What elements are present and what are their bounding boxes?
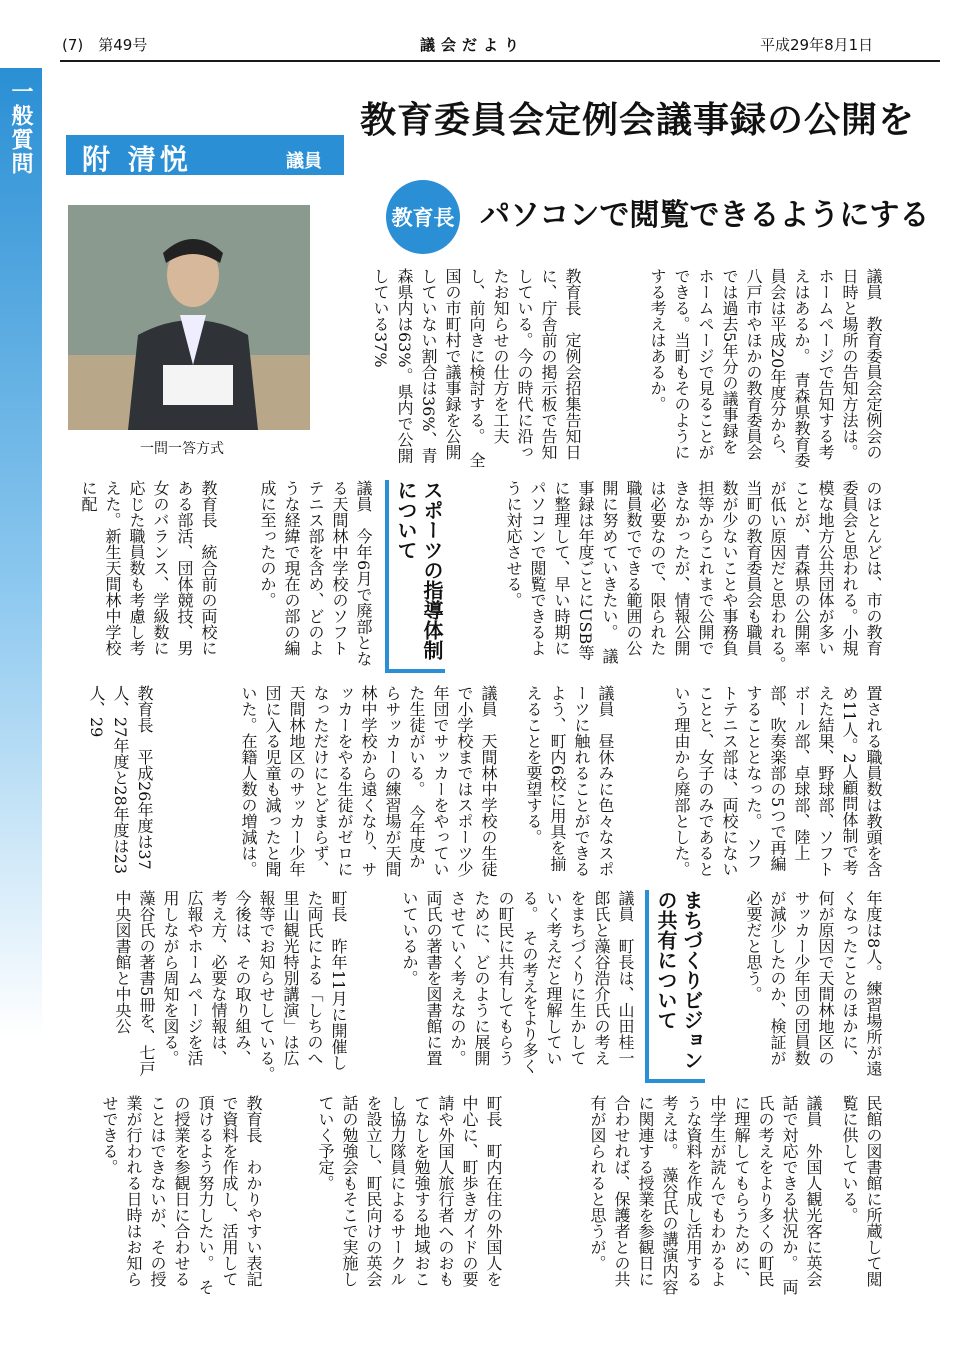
header-divider [60,60,940,62]
issue-date: 平成29年8月1日 [760,36,874,54]
question-text-1: 議員 教育委員会定例会の日時と場所の告知方法は。ホームページで告知する考えはあるか。 青森県教育委員会は平成20年度分から、八戸市やほかの教育委員会では過去5年分の議事録をホームページで見ることができる。当町もそのようにする考えはあるか。 [648,268,883,468]
member-title: 議員 [286,151,322,172]
member-name: 附 清悦 [82,143,192,176]
answer-text-1: 教育長 定例会招集告知日に、庁舎前の掲示板で告知している。今の時代に沿ったお知らせの仕方を工夫し、前向きに検討する。 全国の市町村で議事録を公開していない割合は36%、青森県内は63%。県内で公開している37% [371,268,582,468]
topic-sports: スポーツの指導体制について [385,480,445,673]
newsletter-title: 議会だより [420,36,526,54]
answer-subhead: パソコンで閲覧できるようにする [480,198,930,233]
answer-text-5: 教育長 平成26年度は37人、27年度と28年度は23人、29 [87,685,154,875]
article-headline: 教育委員会定例会議事録の公開を [360,99,916,141]
question-text-4: 議員 天間林中学校の生徒で小学校まではスポーツ少年団でサッカーをやっていた生徒がいる。 今年度からサッカーの練習場が天間林中学校から遠くなり、サッカーをやる生徒がゼロになっただけにとどまらず、天間林地区のサッカー少年団に入る児童も減ったと聞いた。在籍人数の増減は。 [239,685,498,877]
answer-text-10: 教育長 わかりやすい表記で資料を作成し、活用して頂けるよう努力したい。 その授業を参観日に合わせることはできないが、その授業が行われる日時はお知らせできる。 [100,1095,263,1295]
topic-vision: まちづくりビジョンの共有について [645,890,705,1083]
answer-text-4: 置される職員数は教頭を含め11人。2人顧問体制で考えた結果、野球部、ソフトボール部、卓球部、陸上部、吹奏楽部の5つで再編することとなった。 ソフトテニス部は、両校にないことと、女子のみであるという理由から廃部とした。 [672,685,883,877]
photo-caption: 一問一答方式 [140,441,224,457]
question-text-3: 議員 昼休みに色々なスポーツに触れることができるよう、町内6校に用具を揃えることを要望する。 [524,685,615,877]
answer-text-2: のほとんどは、市の教育委員会と思われる。小規模な地方公共団体が多いことが、青森県の公開率が低い原因だと思われる。 当町の教育委員会も職員数が少ないことや事務負担等からこれまで公開できなかったが、情報公開は必要なので、限られた職員数でできる範囲の公開に努めていきたい。 議事録は年度ごとにUSB等に整理して、早い時期にパソコンで閲覧できるように対応させる。 [504,480,883,680]
answer-text-7: 町長 昨年11月に開催した両氏による「しちのへ里山観光特別講演」は広報等でお知らせしている。 今後は、その取り組み、考え方、必要な情報は、広報やホームページを活用しながら周知を図る。 藻谷氏の著書5冊を、七戸中央図書館と中央公 [113,890,348,1090]
answer-badge: 教育長 [386,180,460,254]
page-number: (7) 第49号 [62,36,148,54]
answer-text-9: 町長 町内在住の外国人を中心に、町歩きガイドの要請や外国人旅行者へのおもてなしを勉強する地域おこし協力隊員によるサークルを設立し、町民向けの英会話の勉強会もそこで実施していく予定。 [316,1095,503,1287]
question-text-5: 議員 町長は、山田桂一郎氏と藻谷浩介氏の考えをまちづくりに生かしていく考えだと理解している。 その考えをより多くの町民に共有してもらうために、どのように展開させていく考えなのか。 両氏の著書を図書館に置いているか。 [400,890,635,1074]
answer-text-3: 教育長 統合前の両校にある部活、団体競技、男女のバランス、学級数に応じた職員数も考慮し考えた。新生天間林中学校に配 [79,480,218,656]
section-sidebar [0,68,42,1363]
answer-text-8: 民館の図書館に所蔵して閲覧に供している。 [840,1095,883,1287]
question-text-6: 議員 外国人観光客に英会話で対応できる状況か。 両氏の考えをより多くの町民に理解してもらうために、中学生が読んでもわかるような資料を作成し活用する考えは。 藻谷氏の講演内容に関連する授業を参観日に合わせれば、保護者との共有が図られると思うが。 [588,1095,823,1295]
answer-text-6: 年度は8人。練習場所が遠くなったことのほかに、何が原因で天間林地区のサッカー少年団の団員数が減少したのか、検証が必要だと思う。 [744,890,883,1077]
member-photo [68,205,310,430]
member-name-box [66,135,344,175]
section-label: 一般質問 [8,80,33,176]
question-text-2: 議員 今年6月で廃部となる天間林中学校のソフトテニス部を含め、どのような経緯で現在の部の編成に至ったのか。 [258,480,373,667]
